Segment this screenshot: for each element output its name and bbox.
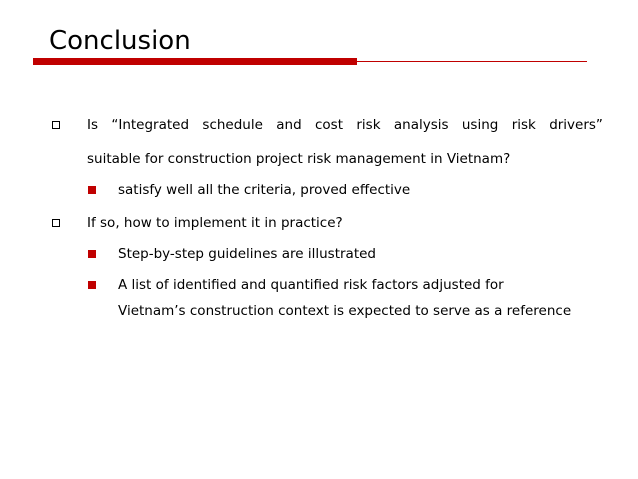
- title-underline-thick: [33, 58, 357, 65]
- hollow-square-bullet-icon: [52, 219, 60, 227]
- sub-bullet-2-1: Step-by-step guidelines are illustrated: [118, 246, 376, 262]
- word: “Integrated: [111, 117, 190, 133]
- sub-bullet-2-2-line-2: Vietnam’s construction context is expected to serve as a reference: [118, 303, 572, 319]
- sub-bullet-1-1: satisfy well all the criteria, proved effective: [118, 182, 411, 198]
- word: cost: [315, 117, 344, 133]
- word: schedule: [202, 117, 263, 133]
- sub-bullet-2-2-line-1: A list of identified and quantified risk factors adjusted for: [118, 277, 504, 293]
- word: risk: [356, 117, 381, 133]
- word: drivers”: [549, 117, 603, 133]
- slide-title: Conclusion: [49, 26, 191, 56]
- bullet-2-line-1: If so, how to implement it in practice?: [87, 215, 343, 231]
- hollow-square-bullet-icon: [52, 121, 60, 129]
- word: risk: [511, 117, 536, 133]
- bullet-1-line-1: [87, 116, 603, 134]
- bullet-1-line-2: suitable for construction project risk management in Vietnam?: [87, 151, 511, 167]
- word: and: [276, 117, 302, 133]
- word: using: [461, 117, 499, 133]
- filled-square-bullet-icon: [88, 281, 96, 289]
- filled-square-bullet-icon: [88, 250, 96, 258]
- filled-square-bullet-icon: [88, 186, 96, 194]
- word: analysis: [393, 117, 449, 133]
- word: Is: [87, 117, 99, 133]
